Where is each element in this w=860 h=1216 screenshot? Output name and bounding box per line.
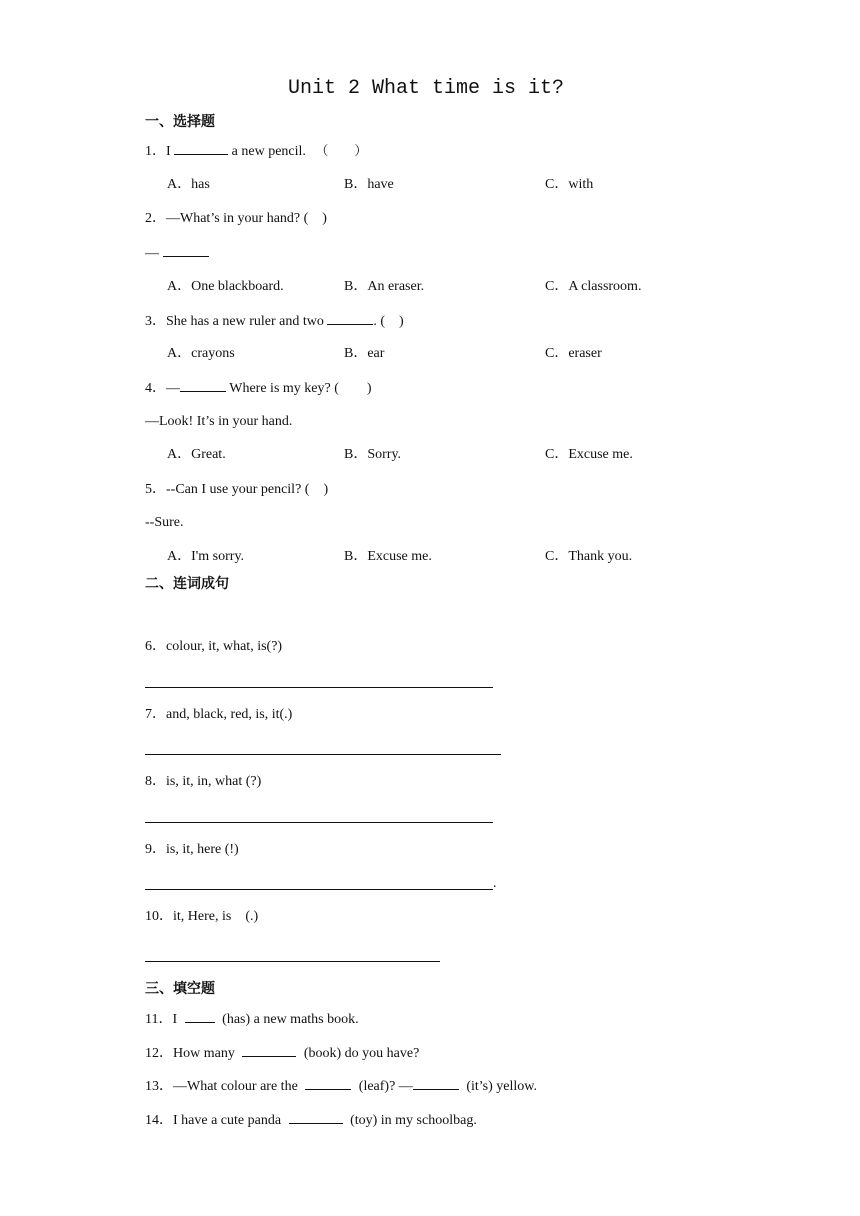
question-number: 7．: [145, 707, 166, 722]
question-9: 9．is, it, here (!): [145, 842, 239, 857]
question-number: 14．: [145, 1113, 173, 1128]
answer-line[interactable]: [145, 961, 440, 962]
question-4-reply: —Look! It’s in your hand.: [145, 414, 293, 429]
answer-line[interactable]: [145, 889, 493, 890]
answer-blank[interactable]: [174, 142, 228, 155]
option-a[interactable]: A．crayons: [167, 346, 235, 361]
question-13: 13．—What colour are the (leaf)? — (it’s) yellow.: [145, 1079, 537, 1094]
section-heading-sentence: 二、连词成句: [145, 576, 229, 592]
question-number: 12．: [145, 1046, 173, 1061]
question-10: 10．it, Here, is (.): [145, 909, 259, 924]
option-a[interactable]: A．has: [167, 177, 210, 192]
question-number: 8．: [145, 774, 166, 789]
question-number: 5．: [145, 482, 166, 497]
answer-blank[interactable]: [289, 1111, 343, 1124]
answer-line[interactable]: [145, 754, 501, 755]
answer-line[interactable]: [145, 687, 493, 688]
question-number: 13．: [145, 1079, 173, 1094]
answer-blank[interactable]: [163, 244, 209, 257]
option-c[interactable]: C．Thank you.: [545, 549, 633, 564]
question-number: 2．: [145, 211, 166, 226]
question-1: 1．I a new pencil. （ ）: [145, 144, 368, 159]
option-b[interactable]: B．Excuse me.: [344, 549, 432, 564]
question-5-reply: --Sure.: [145, 515, 184, 530]
option-b[interactable]: B．An eraser.: [344, 279, 425, 294]
question-number: 3．: [145, 314, 166, 329]
answer-blank[interactable]: [242, 1044, 296, 1057]
question-14: 14．I have a cute panda (toy) in my schoolbag.: [145, 1113, 477, 1128]
option-c[interactable]: C．Excuse me.: [545, 447, 633, 462]
question-number: 6．: [145, 639, 166, 654]
question-number: 11．: [145, 1012, 173, 1027]
answer-line-period: .: [493, 876, 497, 891]
option-c[interactable]: C．eraser: [545, 346, 602, 361]
question-6: 6．colour, it, what, is(?): [145, 639, 283, 654]
page-title: Unit 2 What time is it?: [287, 77, 565, 100]
question-2: 2．—What’s in your hand? ( ): [145, 211, 327, 226]
question-2-reply: —: [145, 244, 209, 263]
section-heading-fill: 三、填空题: [145, 981, 215, 997]
answer-blank[interactable]: [305, 1077, 351, 1090]
question-number: 9．: [145, 842, 166, 857]
option-a[interactable]: A．I'm sorry.: [167, 549, 245, 564]
option-b[interactable]: B．have: [344, 177, 394, 192]
question-5: 5．--Can I use your pencil? ( ): [145, 482, 329, 497]
option-c[interactable]: C．with: [545, 177, 594, 192]
option-b[interactable]: B．Sorry.: [344, 447, 402, 462]
question-11: 11．I (has) a new maths book.: [145, 1012, 359, 1027]
question-3: 3．She has a new ruler and two . ( ): [145, 314, 404, 329]
answer-blank[interactable]: [180, 379, 226, 392]
question-number: 4．: [145, 381, 166, 396]
answer-blank[interactable]: [185, 1010, 215, 1023]
question-12: 12．How many (book) do you have?: [145, 1046, 420, 1061]
option-a[interactable]: A．Great.: [167, 447, 226, 462]
question-number: 1．: [145, 144, 166, 159]
option-a[interactable]: A．One blackboard.: [167, 279, 284, 294]
section-heading-choice: 一、选择题: [145, 114, 215, 130]
answer-line[interactable]: [145, 822, 493, 823]
question-4: 4．— Where is my key? ( ): [145, 381, 372, 396]
question-8: 8．is, it, in, what (?): [145, 774, 262, 789]
option-c[interactable]: C．A classroom.: [545, 279, 642, 294]
question-7: 7．and, black, red, is, it(.): [145, 707, 293, 722]
option-b[interactable]: B．ear: [344, 346, 385, 361]
question-number: 10．: [145, 909, 173, 924]
answer-blank[interactable]: [413, 1077, 459, 1090]
answer-blank[interactable]: [327, 312, 373, 325]
